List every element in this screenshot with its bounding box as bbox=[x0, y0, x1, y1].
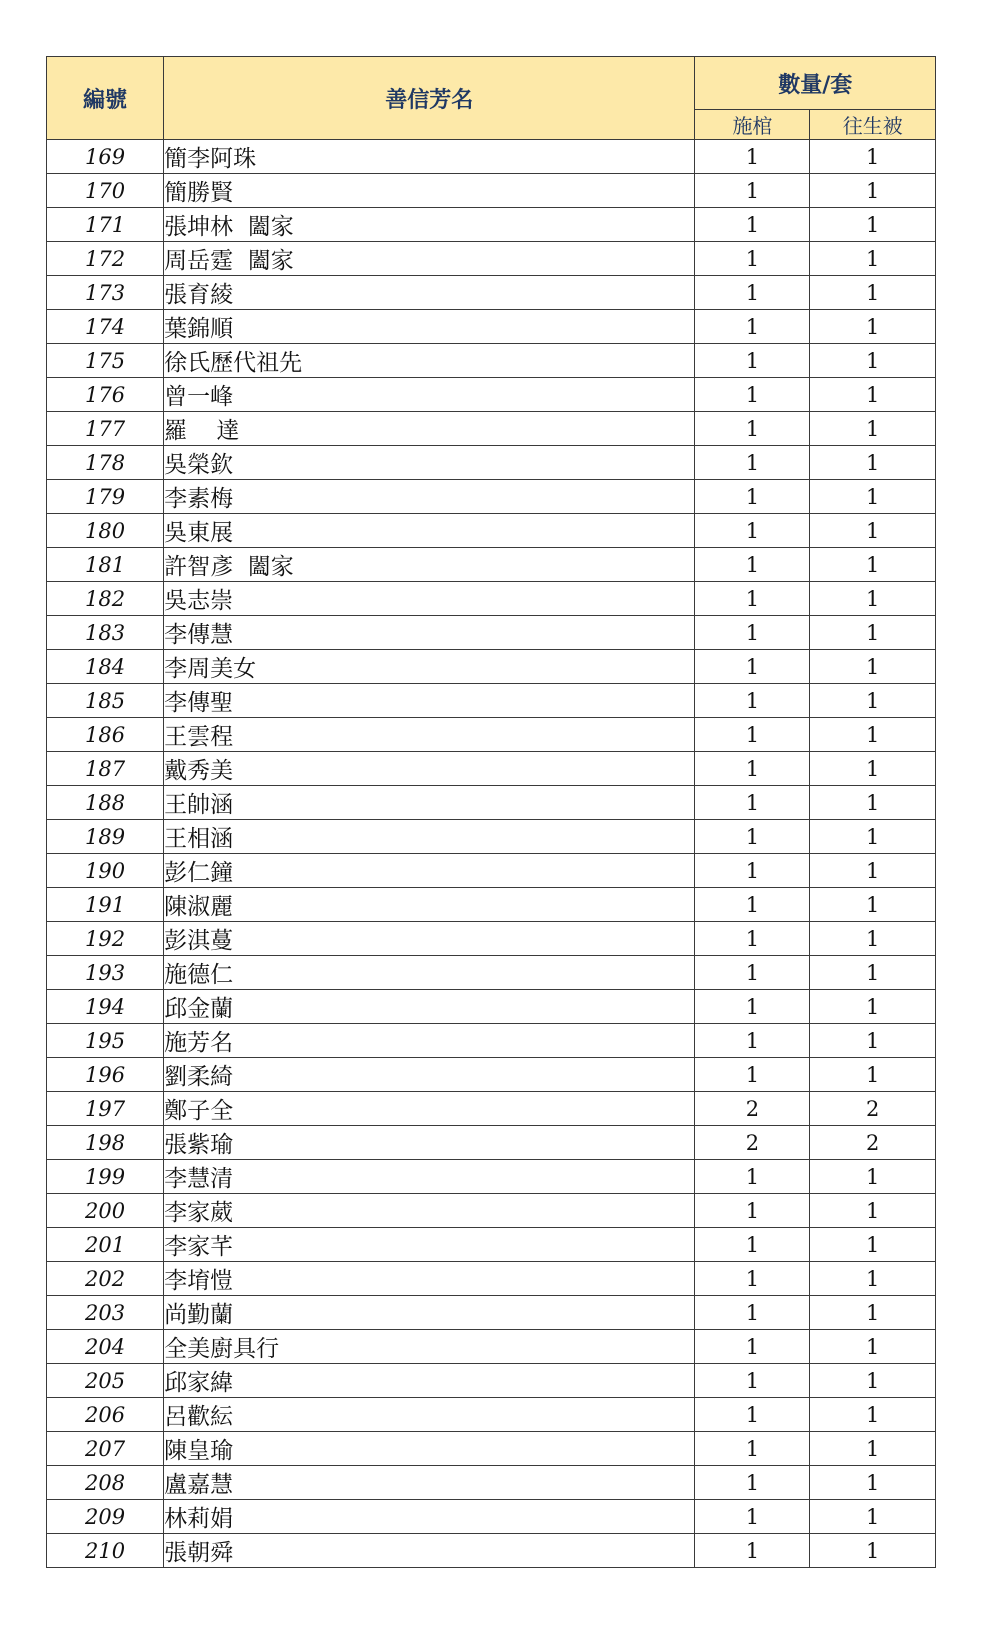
row-name: 曾一峰 bbox=[164, 378, 695, 412]
row-name: 王相涵 bbox=[164, 820, 695, 854]
table-row bbox=[47, 990, 936, 1024]
row-name: 彭仁鐘 bbox=[164, 854, 695, 888]
row-name: 吳榮欽 bbox=[164, 446, 695, 480]
row-quilt-qty: 1 bbox=[810, 684, 936, 718]
row-id: 204 bbox=[47, 1330, 164, 1364]
row-coffin-qty: 1 bbox=[695, 820, 810, 854]
row-id: 184 bbox=[47, 650, 164, 684]
row-id: 210 bbox=[47, 1534, 164, 1568]
row-coffin-qty: 1 bbox=[695, 888, 810, 922]
row-coffin-qty: 1 bbox=[695, 718, 810, 752]
row-coffin-qty: 1 bbox=[695, 1296, 810, 1330]
table-row bbox=[47, 956, 936, 990]
row-quilt-qty: 1 bbox=[810, 1500, 936, 1534]
table-row bbox=[47, 548, 936, 582]
row-quilt-qty: 1 bbox=[810, 1398, 936, 1432]
row-name: 許智彥 闔家 bbox=[164, 548, 695, 582]
row-name: 張育綾 bbox=[164, 276, 695, 310]
header-quantity: 數量/套 bbox=[695, 57, 936, 110]
table-row bbox=[47, 1500, 936, 1534]
row-quilt-qty: 1 bbox=[810, 208, 936, 242]
row-quilt-qty: 1 bbox=[810, 786, 936, 820]
table-row bbox=[47, 1330, 936, 1364]
row-id: 192 bbox=[47, 922, 164, 956]
row-quilt-qty: 1 bbox=[810, 1262, 936, 1296]
donor-table bbox=[46, 56, 936, 1568]
header-name: 善信芳名 bbox=[164, 57, 695, 140]
row-quilt-qty: 2 bbox=[810, 1092, 936, 1126]
row-coffin-qty: 1 bbox=[695, 922, 810, 956]
row-coffin-qty: 1 bbox=[695, 140, 810, 174]
table-row bbox=[47, 1160, 936, 1194]
row-name: 盧嘉慧 bbox=[164, 1466, 695, 1500]
row-quilt-qty: 1 bbox=[810, 548, 936, 582]
row-id: 180 bbox=[47, 514, 164, 548]
row-quilt-qty: 2 bbox=[810, 1126, 936, 1160]
row-name: 邱家緯 bbox=[164, 1364, 695, 1398]
row-coffin-qty: 1 bbox=[695, 242, 810, 276]
row-id: 188 bbox=[47, 786, 164, 820]
row-coffin-qty: 1 bbox=[695, 1262, 810, 1296]
row-name: 劉柔綺 bbox=[164, 1058, 695, 1092]
row-id: 191 bbox=[47, 888, 164, 922]
table-row bbox=[47, 140, 936, 174]
row-coffin-qty: 1 bbox=[695, 276, 810, 310]
table-row bbox=[47, 650, 936, 684]
row-id: 198 bbox=[47, 1126, 164, 1160]
row-id: 207 bbox=[47, 1432, 164, 1466]
row-quilt-qty: 1 bbox=[810, 854, 936, 888]
row-quilt-qty: 1 bbox=[810, 514, 936, 548]
row-quilt-qty: 1 bbox=[810, 718, 936, 752]
row-name: 林莉娟 bbox=[164, 1500, 695, 1534]
table-row bbox=[47, 1092, 936, 1126]
table-row bbox=[47, 412, 936, 446]
row-coffin-qty: 1 bbox=[695, 174, 810, 208]
row-quilt-qty: 1 bbox=[810, 344, 936, 378]
row-coffin-qty: 1 bbox=[695, 650, 810, 684]
row-quilt-qty: 1 bbox=[810, 922, 936, 956]
row-name: 李家葳 bbox=[164, 1194, 695, 1228]
row-name: 王帥涵 bbox=[164, 786, 695, 820]
row-name: 李慧清 bbox=[164, 1160, 695, 1194]
row-name: 周岳霆 闔家 bbox=[164, 242, 695, 276]
table-row bbox=[47, 1262, 936, 1296]
row-name: 李傳聖 bbox=[164, 684, 695, 718]
row-coffin-qty: 1 bbox=[695, 752, 810, 786]
row-quilt-qty: 1 bbox=[810, 1024, 936, 1058]
table-row bbox=[47, 1534, 936, 1568]
row-name: 李傳慧 bbox=[164, 616, 695, 650]
table-row bbox=[47, 242, 936, 276]
row-id: 202 bbox=[47, 1262, 164, 1296]
row-coffin-qty: 1 bbox=[695, 616, 810, 650]
row-name: 陳淑麗 bbox=[164, 888, 695, 922]
row-name: 戴秀美 bbox=[164, 752, 695, 786]
row-id: 172 bbox=[47, 242, 164, 276]
row-id: 205 bbox=[47, 1364, 164, 1398]
row-name: 陳皇瑜 bbox=[164, 1432, 695, 1466]
row-name: 鄭子全 bbox=[164, 1092, 695, 1126]
row-quilt-qty: 1 bbox=[810, 310, 936, 344]
row-quilt-qty: 1 bbox=[810, 276, 936, 310]
row-id: 183 bbox=[47, 616, 164, 650]
row-name: 李周美女 bbox=[164, 650, 695, 684]
table-row bbox=[47, 922, 936, 956]
row-quilt-qty: 1 bbox=[810, 1228, 936, 1262]
row-quilt-qty: 1 bbox=[810, 1534, 936, 1568]
row-quilt-qty: 1 bbox=[810, 956, 936, 990]
row-id: 189 bbox=[47, 820, 164, 854]
row-id: 201 bbox=[47, 1228, 164, 1262]
row-quilt-qty: 1 bbox=[810, 480, 936, 514]
table-row bbox=[47, 276, 936, 310]
table-row bbox=[47, 1228, 936, 1262]
row-id: 197 bbox=[47, 1092, 164, 1126]
row-coffin-qty: 1 bbox=[695, 1024, 810, 1058]
row-quilt-qty: 1 bbox=[810, 1296, 936, 1330]
row-coffin-qty: 1 bbox=[695, 1466, 810, 1500]
row-coffin-qty: 1 bbox=[695, 684, 810, 718]
row-quilt-qty: 1 bbox=[810, 1330, 936, 1364]
row-id: 199 bbox=[47, 1160, 164, 1194]
row-quilt-qty: 1 bbox=[810, 1466, 936, 1500]
table-row bbox=[47, 1296, 936, 1330]
row-id: 203 bbox=[47, 1296, 164, 1330]
table-row bbox=[47, 1364, 936, 1398]
row-quilt-qty: 1 bbox=[810, 242, 936, 276]
table-row bbox=[47, 616, 936, 650]
row-coffin-qty: 1 bbox=[695, 1432, 810, 1466]
row-coffin-qty: 1 bbox=[695, 412, 810, 446]
row-quilt-qty: 1 bbox=[810, 650, 936, 684]
row-name: 施德仁 bbox=[164, 956, 695, 990]
table-row bbox=[47, 752, 936, 786]
row-name: 邱金蘭 bbox=[164, 990, 695, 1024]
header-quilt: 往生被 bbox=[810, 110, 936, 140]
row-coffin-qty: 1 bbox=[695, 344, 810, 378]
row-name: 李堉愷 bbox=[164, 1262, 695, 1296]
row-name: 尚勤蘭 bbox=[164, 1296, 695, 1330]
row-id: 196 bbox=[47, 1058, 164, 1092]
row-quilt-qty: 1 bbox=[810, 1160, 936, 1194]
row-id: 177 bbox=[47, 412, 164, 446]
row-id: 182 bbox=[47, 582, 164, 616]
table-row bbox=[47, 344, 936, 378]
row-id: 200 bbox=[47, 1194, 164, 1228]
row-name: 張紫瑜 bbox=[164, 1126, 695, 1160]
table-header bbox=[47, 57, 936, 140]
row-id: 174 bbox=[47, 310, 164, 344]
row-id: 185 bbox=[47, 684, 164, 718]
row-quilt-qty: 1 bbox=[810, 752, 936, 786]
table-row bbox=[47, 208, 936, 242]
row-name: 彭淇蔓 bbox=[164, 922, 695, 956]
row-coffin-qty: 1 bbox=[695, 1160, 810, 1194]
row-name: 簡勝賢 bbox=[164, 174, 695, 208]
table-row bbox=[47, 174, 936, 208]
row-quilt-qty: 1 bbox=[810, 378, 936, 412]
row-quilt-qty: 1 bbox=[810, 446, 936, 480]
table-row bbox=[47, 786, 936, 820]
table-body bbox=[47, 140, 936, 1568]
row-id: 178 bbox=[47, 446, 164, 480]
row-coffin-qty: 1 bbox=[695, 582, 810, 616]
row-name: 呂歡紜 bbox=[164, 1398, 695, 1432]
row-name: 徐氏歷代祖先 bbox=[164, 344, 695, 378]
row-id: 179 bbox=[47, 480, 164, 514]
row-id: 208 bbox=[47, 1466, 164, 1500]
table-row bbox=[47, 446, 936, 480]
row-id: 170 bbox=[47, 174, 164, 208]
row-coffin-qty: 1 bbox=[695, 854, 810, 888]
row-coffin-qty: 1 bbox=[695, 1330, 810, 1364]
table-row bbox=[47, 1194, 936, 1228]
row-coffin-qty: 1 bbox=[695, 378, 810, 412]
table-row bbox=[47, 888, 936, 922]
row-name: 羅 達 bbox=[164, 412, 695, 446]
row-name: 吳東展 bbox=[164, 514, 695, 548]
table-row bbox=[47, 1058, 936, 1092]
header-id: 編號 bbox=[47, 57, 164, 140]
row-name: 施芳名 bbox=[164, 1024, 695, 1058]
table-row bbox=[47, 854, 936, 888]
row-quilt-qty: 1 bbox=[810, 888, 936, 922]
row-name: 李素梅 bbox=[164, 480, 695, 514]
row-quilt-qty: 1 bbox=[810, 1432, 936, 1466]
row-coffin-qty: 1 bbox=[695, 480, 810, 514]
table-row bbox=[47, 684, 936, 718]
row-name: 簡李阿珠 bbox=[164, 140, 695, 174]
row-name: 全美廚具行 bbox=[164, 1330, 695, 1364]
row-id: 176 bbox=[47, 378, 164, 412]
row-coffin-qty: 1 bbox=[695, 208, 810, 242]
row-quilt-qty: 1 bbox=[810, 1058, 936, 1092]
row-id: 206 bbox=[47, 1398, 164, 1432]
row-coffin-qty: 1 bbox=[695, 1058, 810, 1092]
row-id: 181 bbox=[47, 548, 164, 582]
row-quilt-qty: 1 bbox=[810, 990, 936, 1024]
row-quilt-qty: 1 bbox=[810, 174, 936, 208]
row-id: 193 bbox=[47, 956, 164, 990]
row-coffin-qty: 1 bbox=[695, 1534, 810, 1568]
header-coffin: 施棺 bbox=[695, 110, 810, 140]
row-coffin-qty: 1 bbox=[695, 786, 810, 820]
row-quilt-qty: 1 bbox=[810, 412, 936, 446]
row-name: 王雲程 bbox=[164, 718, 695, 752]
row-coffin-qty: 2 bbox=[695, 1092, 810, 1126]
table-row bbox=[47, 582, 936, 616]
row-id: 173 bbox=[47, 276, 164, 310]
row-coffin-qty: 1 bbox=[695, 548, 810, 582]
row-coffin-qty: 1 bbox=[695, 1364, 810, 1398]
row-id: 195 bbox=[47, 1024, 164, 1058]
row-id: 171 bbox=[47, 208, 164, 242]
table-row bbox=[47, 718, 936, 752]
row-quilt-qty: 1 bbox=[810, 616, 936, 650]
row-coffin-qty: 1 bbox=[695, 446, 810, 480]
row-coffin-qty: 1 bbox=[695, 1194, 810, 1228]
row-id: 187 bbox=[47, 752, 164, 786]
row-coffin-qty: 2 bbox=[695, 1126, 810, 1160]
row-quilt-qty: 1 bbox=[810, 582, 936, 616]
table-row bbox=[47, 1398, 936, 1432]
row-id: 194 bbox=[47, 990, 164, 1024]
table-row bbox=[47, 378, 936, 412]
row-id: 190 bbox=[47, 854, 164, 888]
row-coffin-qty: 1 bbox=[695, 514, 810, 548]
row-quilt-qty: 1 bbox=[810, 820, 936, 854]
table-row bbox=[47, 514, 936, 548]
row-coffin-qty: 1 bbox=[695, 956, 810, 990]
row-name: 吳志崇 bbox=[164, 582, 695, 616]
row-quilt-qty: 1 bbox=[810, 1364, 936, 1398]
table-row bbox=[47, 1466, 936, 1500]
row-quilt-qty: 1 bbox=[810, 1194, 936, 1228]
row-name: 葉錦順 bbox=[164, 310, 695, 344]
table-row bbox=[47, 1126, 936, 1160]
row-name: 李家芊 bbox=[164, 1228, 695, 1262]
table-row bbox=[47, 480, 936, 514]
row-name: 張坤林 闔家 bbox=[164, 208, 695, 242]
table-row bbox=[47, 310, 936, 344]
row-id: 209 bbox=[47, 1500, 164, 1534]
row-coffin-qty: 1 bbox=[695, 1228, 810, 1262]
table-row bbox=[47, 820, 936, 854]
row-name: 張朝舜 bbox=[164, 1534, 695, 1568]
row-coffin-qty: 1 bbox=[695, 310, 810, 344]
table-row bbox=[47, 1024, 936, 1058]
row-coffin-qty: 1 bbox=[695, 990, 810, 1024]
row-coffin-qty: 1 bbox=[695, 1500, 810, 1534]
row-id: 186 bbox=[47, 718, 164, 752]
row-id: 169 bbox=[47, 140, 164, 174]
row-coffin-qty: 1 bbox=[695, 1398, 810, 1432]
table-row bbox=[47, 1432, 936, 1466]
row-id: 175 bbox=[47, 344, 164, 378]
row-quilt-qty: 1 bbox=[810, 140, 936, 174]
